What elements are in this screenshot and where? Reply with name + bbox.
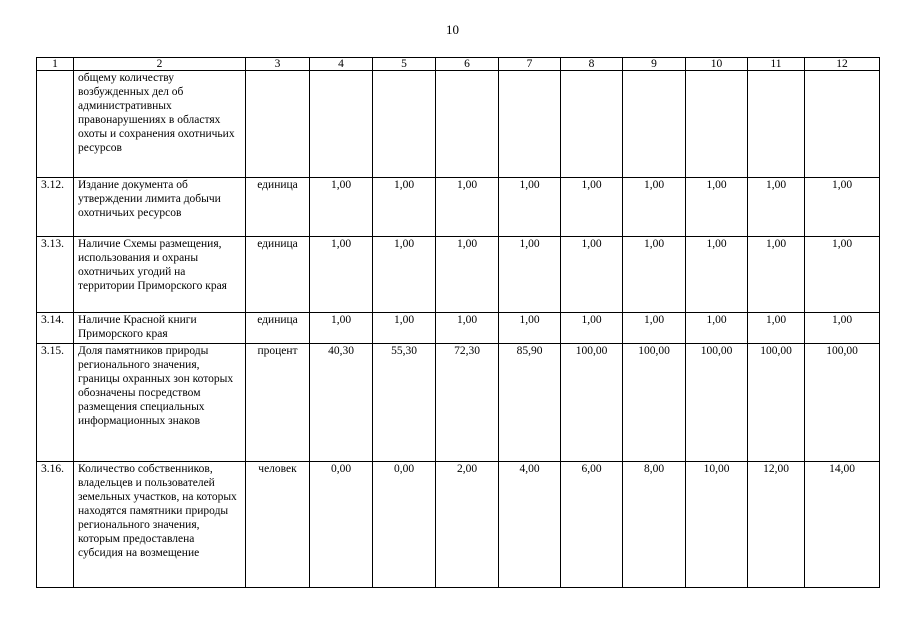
unit-cell: единица	[246, 237, 310, 313]
value-cell: 6,00	[561, 462, 623, 588]
value-cell: 1,00	[561, 313, 623, 344]
indicator-name: Количество собственников, владельцев и пользователей земельных участков, на которых находятся памятники природы регионального значения, которым предоставлена субсидия на возмещение	[74, 462, 246, 588]
column-header: 5	[373, 58, 436, 71]
column-header: 1	[37, 58, 74, 71]
table-row	[37, 178, 880, 237]
value-cell: 1,00	[373, 313, 436, 344]
value-cell: 1,00	[310, 178, 373, 237]
indicator-name: Издание документа об утверждении лимита добычи охотничьих ресурсов	[74, 178, 246, 237]
value-cell: 1,00	[805, 178, 880, 237]
value-cell	[310, 71, 373, 178]
value-cell: 2,00	[436, 462, 499, 588]
table-header-row	[37, 58, 880, 71]
value-cell: 100,00	[686, 344, 748, 462]
value-cell: 55,30	[373, 344, 436, 462]
value-cell	[748, 71, 805, 178]
row-number: 3.13.	[37, 237, 74, 313]
unit-cell: процент	[246, 344, 310, 462]
column-header: 12	[805, 58, 880, 71]
value-cell: 100,00	[561, 344, 623, 462]
indicator-name: Доля памятников природы регионального значения, границы охранных зон которых обозначены посредством размещения специальных информационных знаков	[74, 344, 246, 462]
row-number: 3.12.	[37, 178, 74, 237]
value-cell: 40,30	[310, 344, 373, 462]
value-cell: 0,00	[310, 462, 373, 588]
column-header: 8	[561, 58, 623, 71]
table-row	[37, 344, 880, 462]
value-cell: 1,00	[748, 313, 805, 344]
indicator-name: Наличие Схемы размещения, использования и охраны охотничьих угодий на территории Приморского края	[74, 237, 246, 313]
value-cell	[499, 71, 561, 178]
page-number: 10	[446, 22, 459, 37]
table-row	[37, 237, 880, 313]
value-cell: 100,00	[748, 344, 805, 462]
value-cell: 1,00	[499, 178, 561, 237]
value-cell: 14,00	[805, 462, 880, 588]
value-cell: 1,00	[373, 178, 436, 237]
value-cell: 1,00	[748, 178, 805, 237]
value-cell: 1,00	[499, 313, 561, 344]
value-cell: 1,00	[310, 313, 373, 344]
column-header: 4	[310, 58, 373, 71]
unit-cell: человек	[246, 462, 310, 588]
row-number: 3.16.	[37, 462, 74, 588]
value-cell: 1,00	[436, 313, 499, 344]
value-cell	[436, 71, 499, 178]
column-header: 9	[623, 58, 686, 71]
value-cell: 1,00	[623, 237, 686, 313]
indicator-name: Наличие Красной книги Приморского края	[74, 313, 246, 344]
value-cell: 0,00	[373, 462, 436, 588]
unit-cell: единица	[246, 313, 310, 344]
table-row	[37, 313, 880, 344]
value-cell	[686, 71, 748, 178]
value-cell: 1,00	[623, 178, 686, 237]
value-cell: 1,00	[499, 237, 561, 313]
value-cell: 1,00	[686, 237, 748, 313]
value-cell: 1,00	[748, 237, 805, 313]
table-row	[37, 71, 880, 178]
value-cell: 8,00	[623, 462, 686, 588]
value-cell	[373, 71, 436, 178]
value-cell: 1,00	[310, 237, 373, 313]
row-number: 3.14.	[37, 313, 74, 344]
value-cell: 1,00	[561, 237, 623, 313]
column-header: 3	[246, 58, 310, 71]
column-header: 10	[686, 58, 748, 71]
unit-cell: единица	[246, 178, 310, 237]
value-cell: 12,00	[748, 462, 805, 588]
column-header: 11	[748, 58, 805, 71]
value-cell: 1,00	[805, 313, 880, 344]
value-cell: 72,30	[436, 344, 499, 462]
indicators-table	[36, 57, 880, 588]
column-header: 7	[499, 58, 561, 71]
value-cell: 1,00	[373, 237, 436, 313]
value-cell: 1,00	[436, 237, 499, 313]
value-cell	[805, 71, 880, 178]
value-cell: 1,00	[686, 313, 748, 344]
table-row	[37, 462, 880, 588]
value-cell: 1,00	[805, 237, 880, 313]
row-number: 3.15.	[37, 344, 74, 462]
value-cell: 85,90	[499, 344, 561, 462]
value-cell: 4,00	[499, 462, 561, 588]
value-cell: 1,00	[686, 178, 748, 237]
column-header: 2	[74, 58, 246, 71]
value-cell	[623, 71, 686, 178]
row-number	[37, 71, 74, 178]
column-header: 6	[436, 58, 499, 71]
value-cell	[561, 71, 623, 178]
value-cell: 100,00	[623, 344, 686, 462]
value-cell: 1,00	[561, 178, 623, 237]
value-cell: 100,00	[805, 344, 880, 462]
unit-cell	[246, 71, 310, 178]
value-cell: 1,00	[436, 178, 499, 237]
value-cell: 10,00	[686, 462, 748, 588]
indicator-name: общему количеству возбужденных дел об административных правонарушениях в областях охоты и сохранения охотничьих ресурсов	[74, 71, 246, 178]
value-cell: 1,00	[623, 313, 686, 344]
